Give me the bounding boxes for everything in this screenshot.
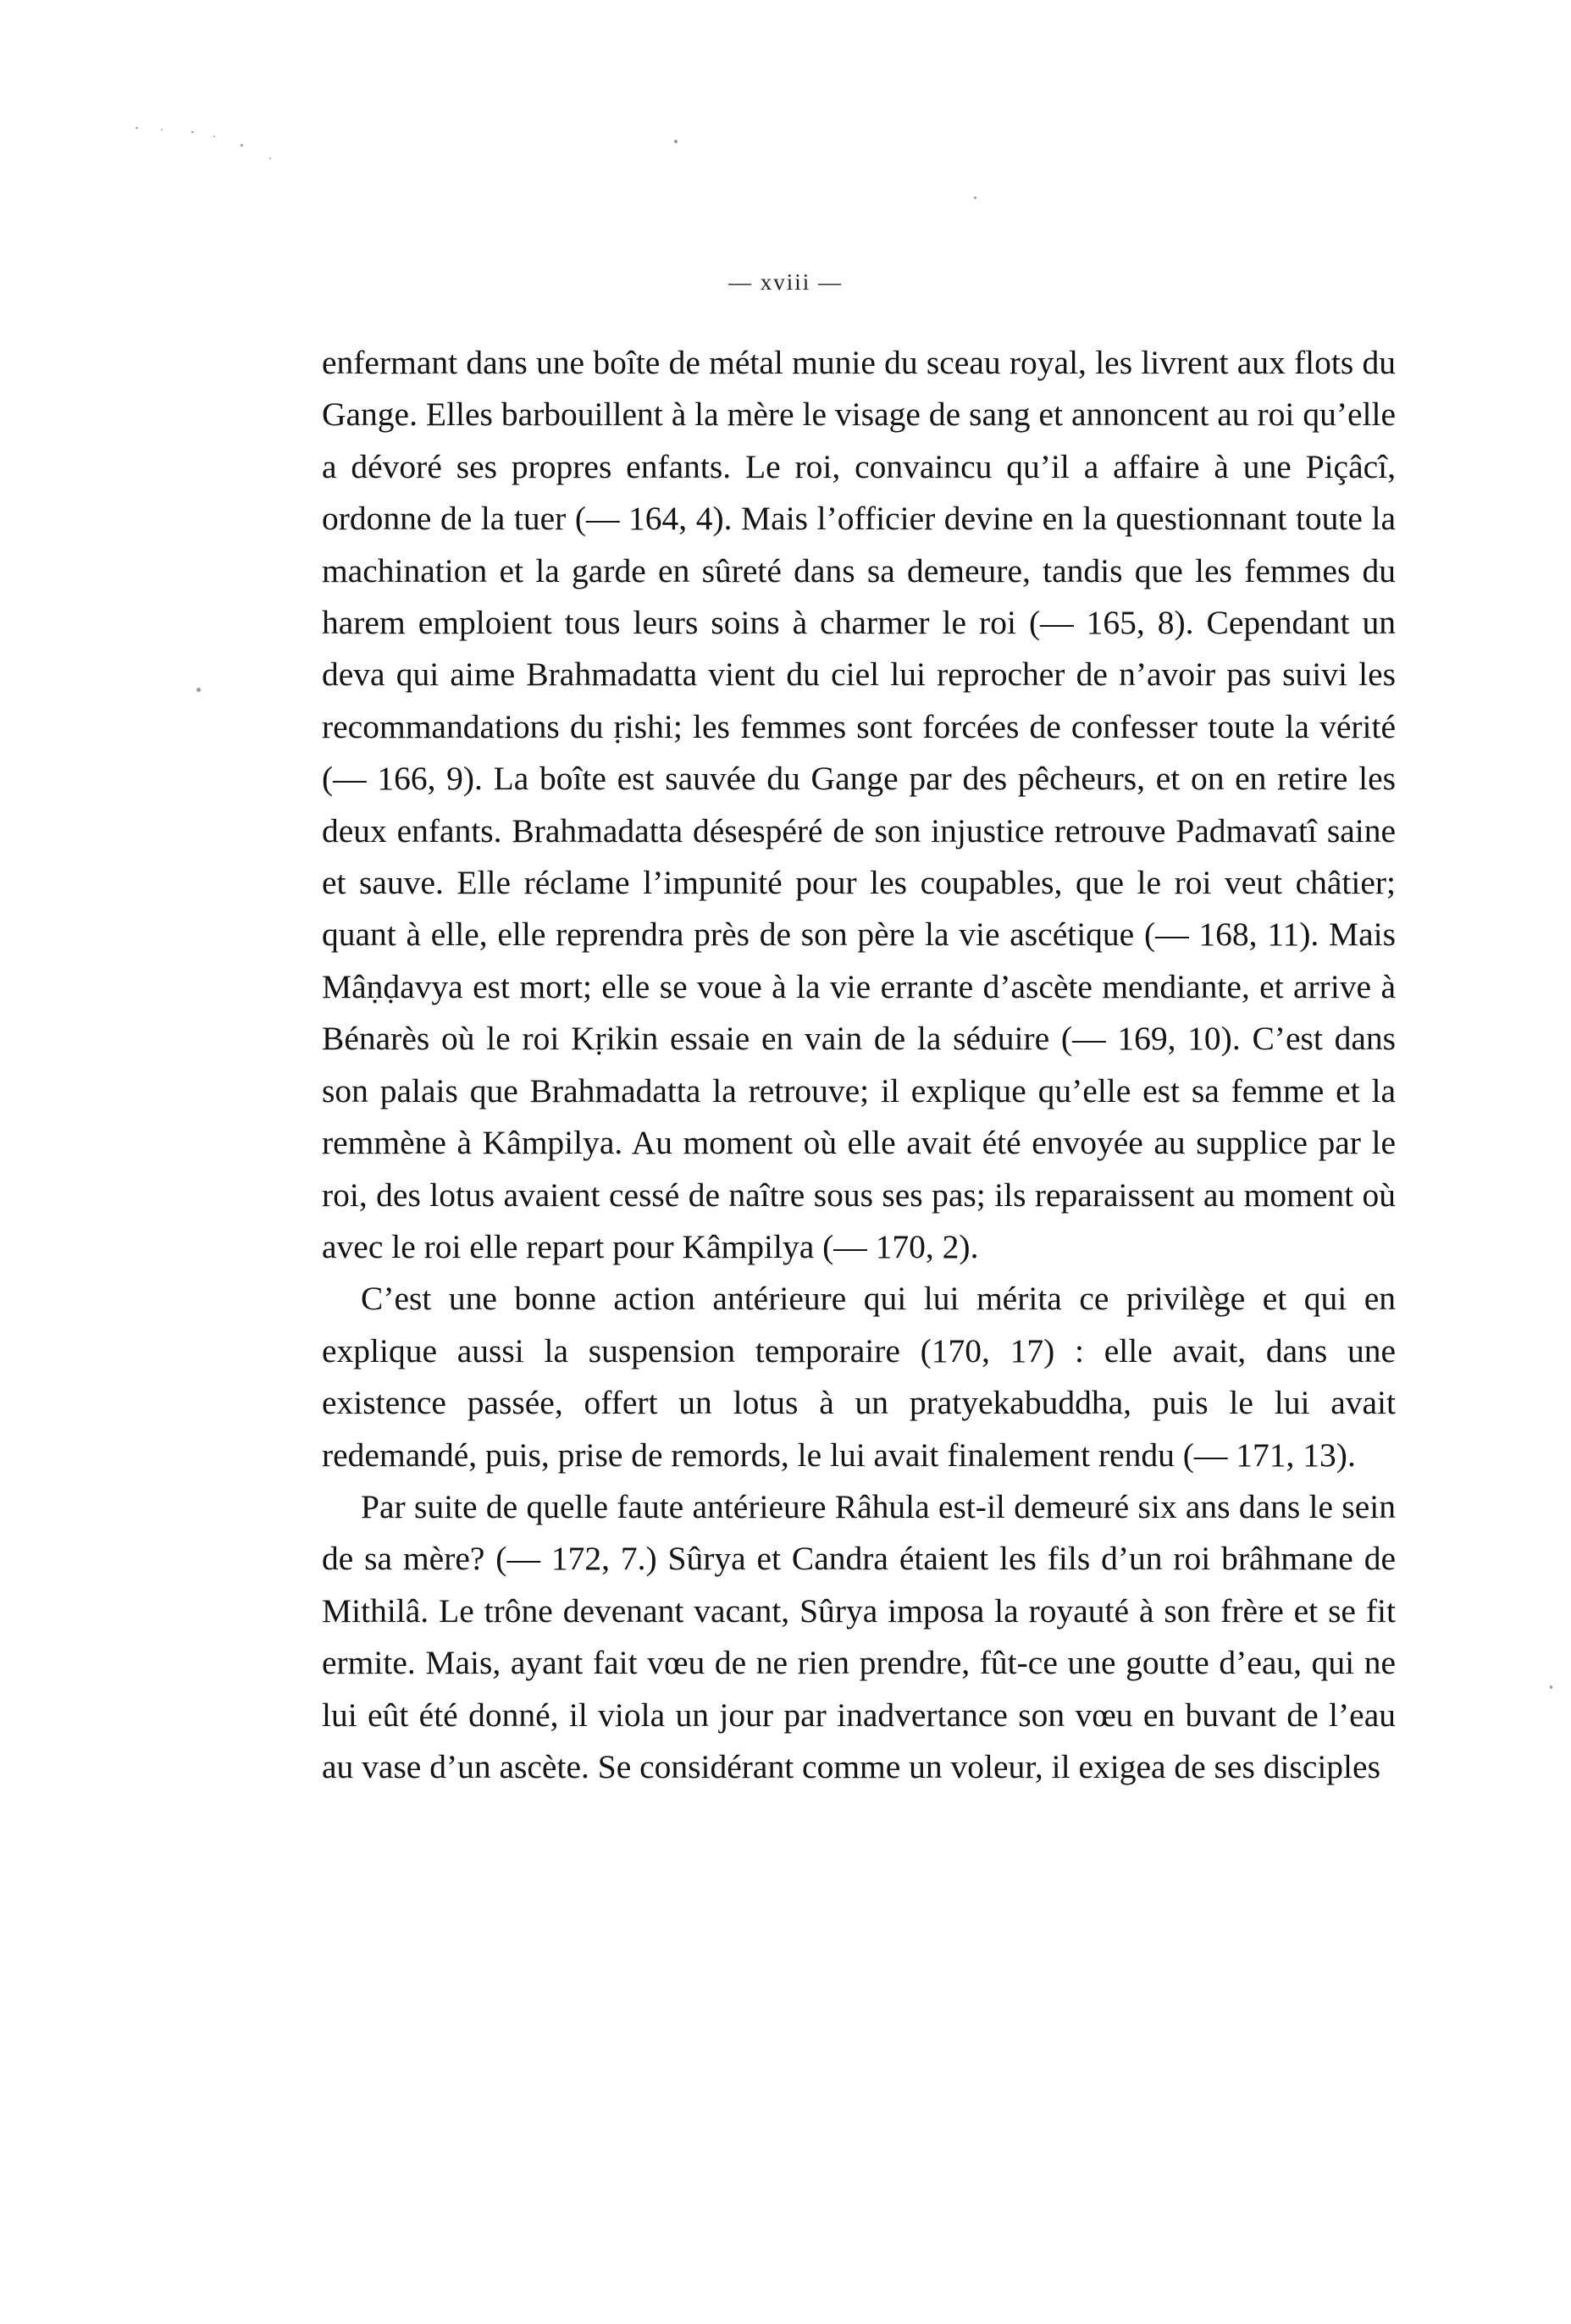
paragraph: enfermant dans une boîte de métal munie du sceau royal, les livrent aux flots du Gange. Elles barbouillent à la mère le visage de sang et annoncent au roi qu’elle a dévoré ses propres enfants. Le roi, convaincu qu’il a affaire à une Piçâcî, ordonne de la tuer (— 164, 4). Mais l’officier devine en la questionnant toute la machination et la garde en sûreté dans sa demeure, tandis que les femmes du harem emploient tous leurs soins à charmer le roi (— 165, 8). Cependant un deva qui aime Brahmadatta vient du ciel lui reprocher de n’avoir pas suivi les recommandations du ṛishi; les femmes sont forcées de confesser toute la vérité (— 166, 9). La boîte est sauvée du Gange par des pêcheurs, et on en retire les deux enfants. Brahmadatta désespéré de son injustice retrouve Padmavatî saine et sauve. Elle réclame l’impunité pour les coupables, que le roi veut châtier; quant à elle, elle reprendra près de son père la vie ascétique (— 168, 11). Mais Mâṇḍavya est mort; elle se voue à la vie errante d’ascète mendiante, et arrive à Bénarès où le roi Kṛikin essaie en vain de la séduire (— 169, 10). C’est dans son palais que Brahmadatta la retrouve; il explique qu’elle est sa femme et la remmène à Kâmpilya. Au moment où elle avait été envoyée au supplice par le roi, des lotus avaient cessé de naître sous ses pas; ils reparaissent au moment où avec le roi elle repart pour Kâmpilya (— 170, 2). <box>322 344 1396 1265</box>
scan-speck <box>196 688 201 692</box>
paragraph: Par suite de quelle faute antérieure Râhula est-il demeuré six ans dans le sein de sa mère? (— 172, 7.) Sûrya et Candra étaient les fils d’un roi brâhmane de Mithilâ. Le trône devenant vacant, Sûrya imposa la royauté à son frère et se fit ermite. Mais, ayant fait vœu de ne rien prendre, fût-ce une goutte d’eau, qui ne lui eût été donné, il viola un jour par inadvertance son vœu en buvant de l’eau au vase d’un ascète. Se considérant comme un voleur, il exigea de ses disciples <box>322 1487 1396 1785</box>
body-text <box>322 337 1396 1793</box>
scan-speck <box>674 140 678 143</box>
page-header: — xviii — <box>727 269 843 295</box>
scan-speck <box>1550 1685 1552 1689</box>
scan-speck <box>269 158 271 159</box>
scan-speck <box>974 196 976 199</box>
scan-speck <box>161 129 163 130</box>
scan-speck <box>191 131 194 133</box>
scan-speck <box>136 127 138 129</box>
paragraph: C’est une bonne action antérieure qui lui mérita ce privilège et qui en explique aussi la suspension temporaire (170, 17) : elle avait, dans une existence passée, offert un lotus à un pratyekabuddha, puis le lui avait redemandé, puis, prise de remords, le lui avait finalement rendu (— 171, 13). <box>322 1280 1396 1474</box>
scan-speck <box>213 136 215 137</box>
scan-speck <box>241 144 243 147</box>
